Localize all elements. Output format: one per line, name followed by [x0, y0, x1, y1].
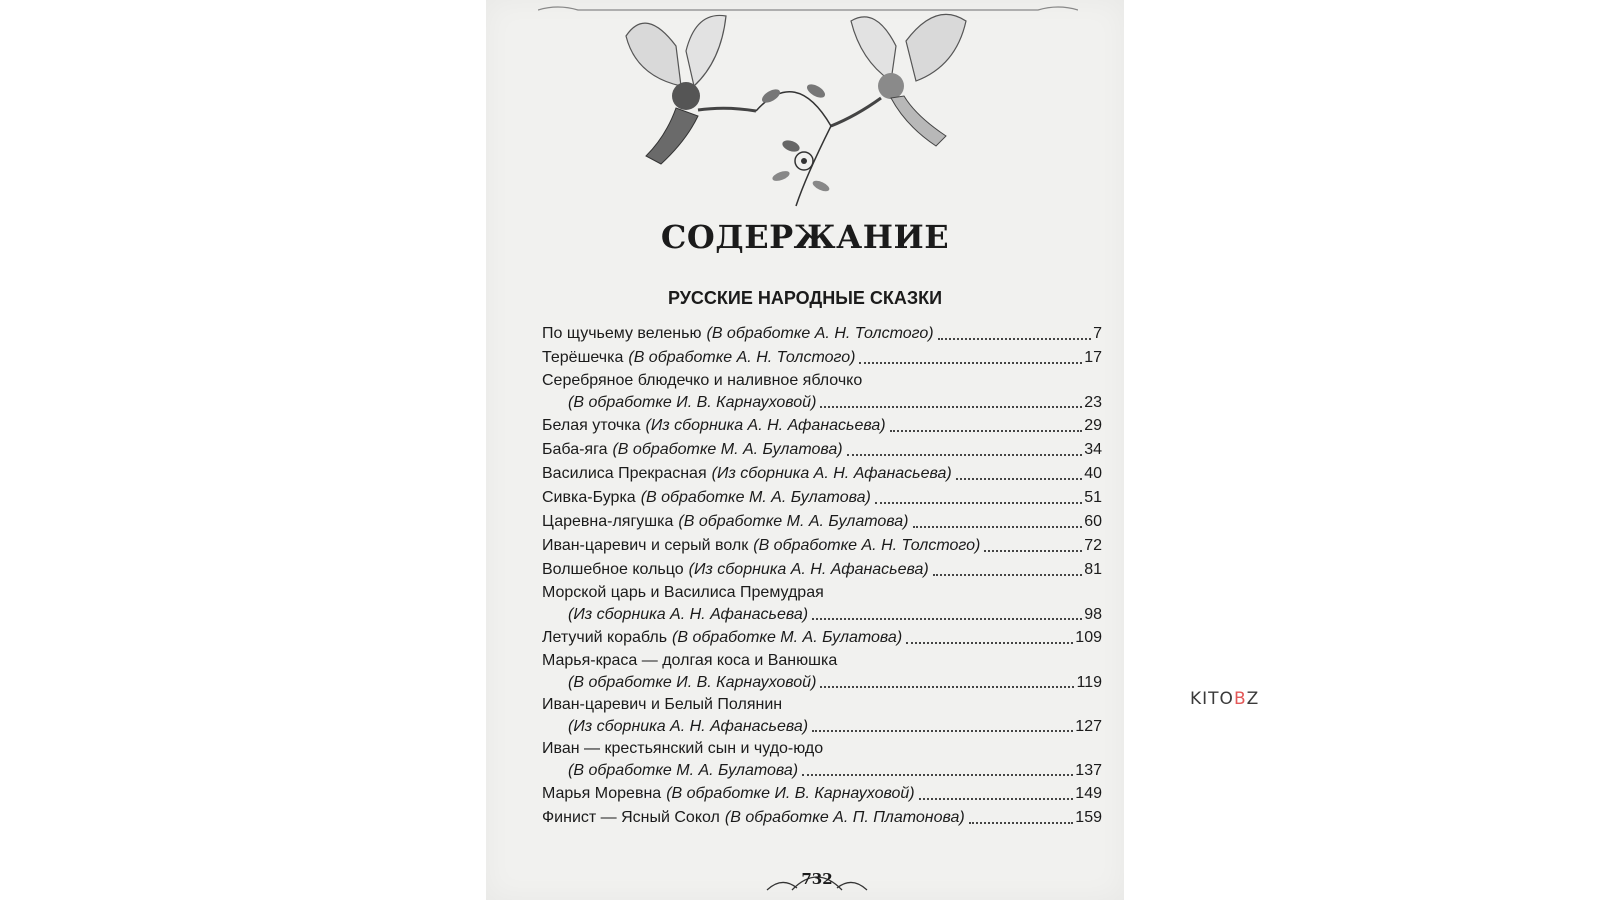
- toc-entry-title: Летучий корабль: [542, 629, 668, 646]
- fairies-illustration: [606, 6, 996, 211]
- toc-leader-dots: [875, 502, 1082, 504]
- toc-leader-dots: [913, 526, 1083, 528]
- toc-entry-title: Иван-царевич и серый волк: [542, 537, 749, 554]
- toc-leader-dots: [933, 574, 1083, 576]
- toc-leader-dots: [984, 550, 1082, 552]
- toc-entry-page: 98: [1084, 606, 1102, 623]
- toc-entry: [542, 558, 1102, 582]
- toc-leader-dots: [812, 618, 1082, 620]
- toc-leader-dots: [847, 454, 1083, 456]
- table-of-contents: [542, 322, 1102, 830]
- toc-entry-title: Терёшечка: [542, 349, 624, 366]
- toc-entry: [542, 738, 1102, 782]
- toc-entry-title: Марья-краса — долгая коса и Ванюшка: [542, 652, 838, 669]
- toc-entry: [542, 510, 1102, 534]
- toc-entry-page: 7: [1093, 325, 1102, 342]
- toc-entry-source: (В обработке М. А. Булатова): [678, 513, 909, 530]
- toc-entry-page: 60: [1084, 513, 1102, 530]
- toc-entry-page: 81: [1084, 561, 1102, 578]
- toc-entry-title: Царевна-лягушка: [542, 513, 674, 530]
- toc-entry: [542, 694, 1102, 738]
- toc-leader-dots: [812, 730, 1073, 732]
- page-number-ornament: [762, 866, 872, 896]
- toc-entry-page: 137: [1075, 762, 1102, 779]
- toc-entry-title: Иван — крестьянский сын и чудо-юдо: [542, 740, 824, 757]
- toc-entry: [542, 534, 1102, 558]
- toc-leader-dots: [802, 774, 1073, 776]
- toc-leader-dots: [938, 338, 1092, 340]
- toc-leader-dots: [859, 362, 1082, 364]
- toc-entry-page: 127: [1075, 718, 1102, 735]
- toc-leader-dots: [820, 686, 1074, 688]
- toc-entry: [542, 582, 1102, 626]
- toc-entry: [542, 346, 1102, 370]
- toc-leader-dots: [956, 478, 1083, 480]
- site-watermark: KITOBZ: [1190, 689, 1260, 709]
- toc-leader-dots: [820, 406, 1082, 408]
- toc-leader-dots: [969, 822, 1074, 824]
- toc-entry: [542, 462, 1102, 486]
- toc-entry-source: (Из сборника А. Н. Афанасьева): [568, 606, 809, 623]
- toc-entry: [542, 626, 1102, 650]
- toc-entry-page: 109: [1075, 629, 1102, 646]
- toc-entry-source: (В обработке И. В. Карнауховой): [568, 394, 817, 411]
- toc-entry-page: 51: [1084, 489, 1102, 506]
- toc-entry-title: Баба-яга: [542, 441, 608, 458]
- toc-entry-source: (В обработке А. Н. Толстого): [753, 537, 981, 554]
- toc-entry-source: (В обработке И. В. Карнауховой): [666, 785, 915, 802]
- toc-entry-page: 34: [1084, 441, 1102, 458]
- toc-entry-source: (В обработке А. П. Платонова): [724, 809, 965, 826]
- toc-entry-source: (В обработке А. Н. Толстого): [628, 349, 856, 366]
- toc-entry-page: 159: [1075, 809, 1102, 826]
- section-title: РУССКИЕ НАРОДНЫЕ СКАЗКИ: [667, 288, 943, 308]
- toc-entry-title: По щучьему веленью: [542, 325, 702, 342]
- toc-entry-source: (Из сборника А. Н. Афанасьева): [568, 718, 809, 735]
- toc-entry-source: (В обработке А. Н. Толстого): [706, 325, 934, 342]
- toc-entry-source: (В обработке М. А. Булатова): [568, 762, 799, 779]
- toc-entry-source: (Из сборника А. Н. Афанасьева): [688, 561, 929, 578]
- toc-leader-dots: [906, 642, 1073, 644]
- toc-entry-title: Иван-царевич и Белый Полянин: [542, 696, 783, 713]
- toc-entry-title: Серебряное блюдечко и наливное яблочко: [542, 372, 863, 389]
- toc-entry: [542, 414, 1102, 438]
- toc-entry: [542, 486, 1102, 510]
- toc-entry-page: 23: [1084, 394, 1102, 411]
- toc-entry-source: (Из сборника А. Н. Афанасьева): [645, 417, 886, 434]
- toc-entry: [542, 370, 1102, 414]
- page-title: СОДЕРЖАНИЕ: [660, 218, 950, 256]
- toc-entry-source: (В обработке М. А. Булатова): [672, 629, 903, 646]
- toc-entry-source: (В обработке М. А. Булатова): [612, 441, 843, 458]
- toc-entry-page: 149: [1075, 785, 1102, 802]
- toc-entry-title: Сивка-Бурка: [542, 489, 636, 506]
- toc-leader-dots: [890, 430, 1083, 432]
- toc-entry-source: (Из сборника А. Н. Афанасьева): [711, 465, 952, 482]
- page-number: 732: [801, 870, 833, 888]
- toc-entry-page: 29: [1084, 417, 1102, 434]
- toc-leader-dots: [919, 798, 1074, 800]
- toc-entry: [542, 438, 1102, 462]
- toc-entry: [542, 782, 1102, 806]
- toc-entry-page: 40: [1084, 465, 1102, 482]
- toc-entry-page: 17: [1084, 349, 1102, 366]
- toc-entry-page: 119: [1076, 674, 1102, 691]
- toc-entry-title: Марья Моревна: [542, 785, 662, 802]
- toc-entry-title: Белая уточка: [542, 417, 641, 434]
- toc-entry: [542, 650, 1102, 694]
- toc-entry-title: Финист — Ясный Сокол: [542, 809, 720, 826]
- toc-entry-title: Морской царь и Василиса Премудрая: [542, 584, 824, 601]
- toc-entry: [542, 806, 1102, 830]
- toc-entry: [542, 322, 1102, 346]
- toc-entry-title: Волшебное кольцо: [542, 561, 684, 578]
- toc-entry-source: (В обработке И. В. Карнауховой): [568, 674, 817, 691]
- toc-entry-source: (В обработке М. А. Булатова): [640, 489, 871, 506]
- book-page: [486, 0, 1124, 900]
- toc-entry-page: 72: [1084, 537, 1102, 554]
- toc-entry-title: Василиса Прекрасная: [542, 465, 707, 482]
